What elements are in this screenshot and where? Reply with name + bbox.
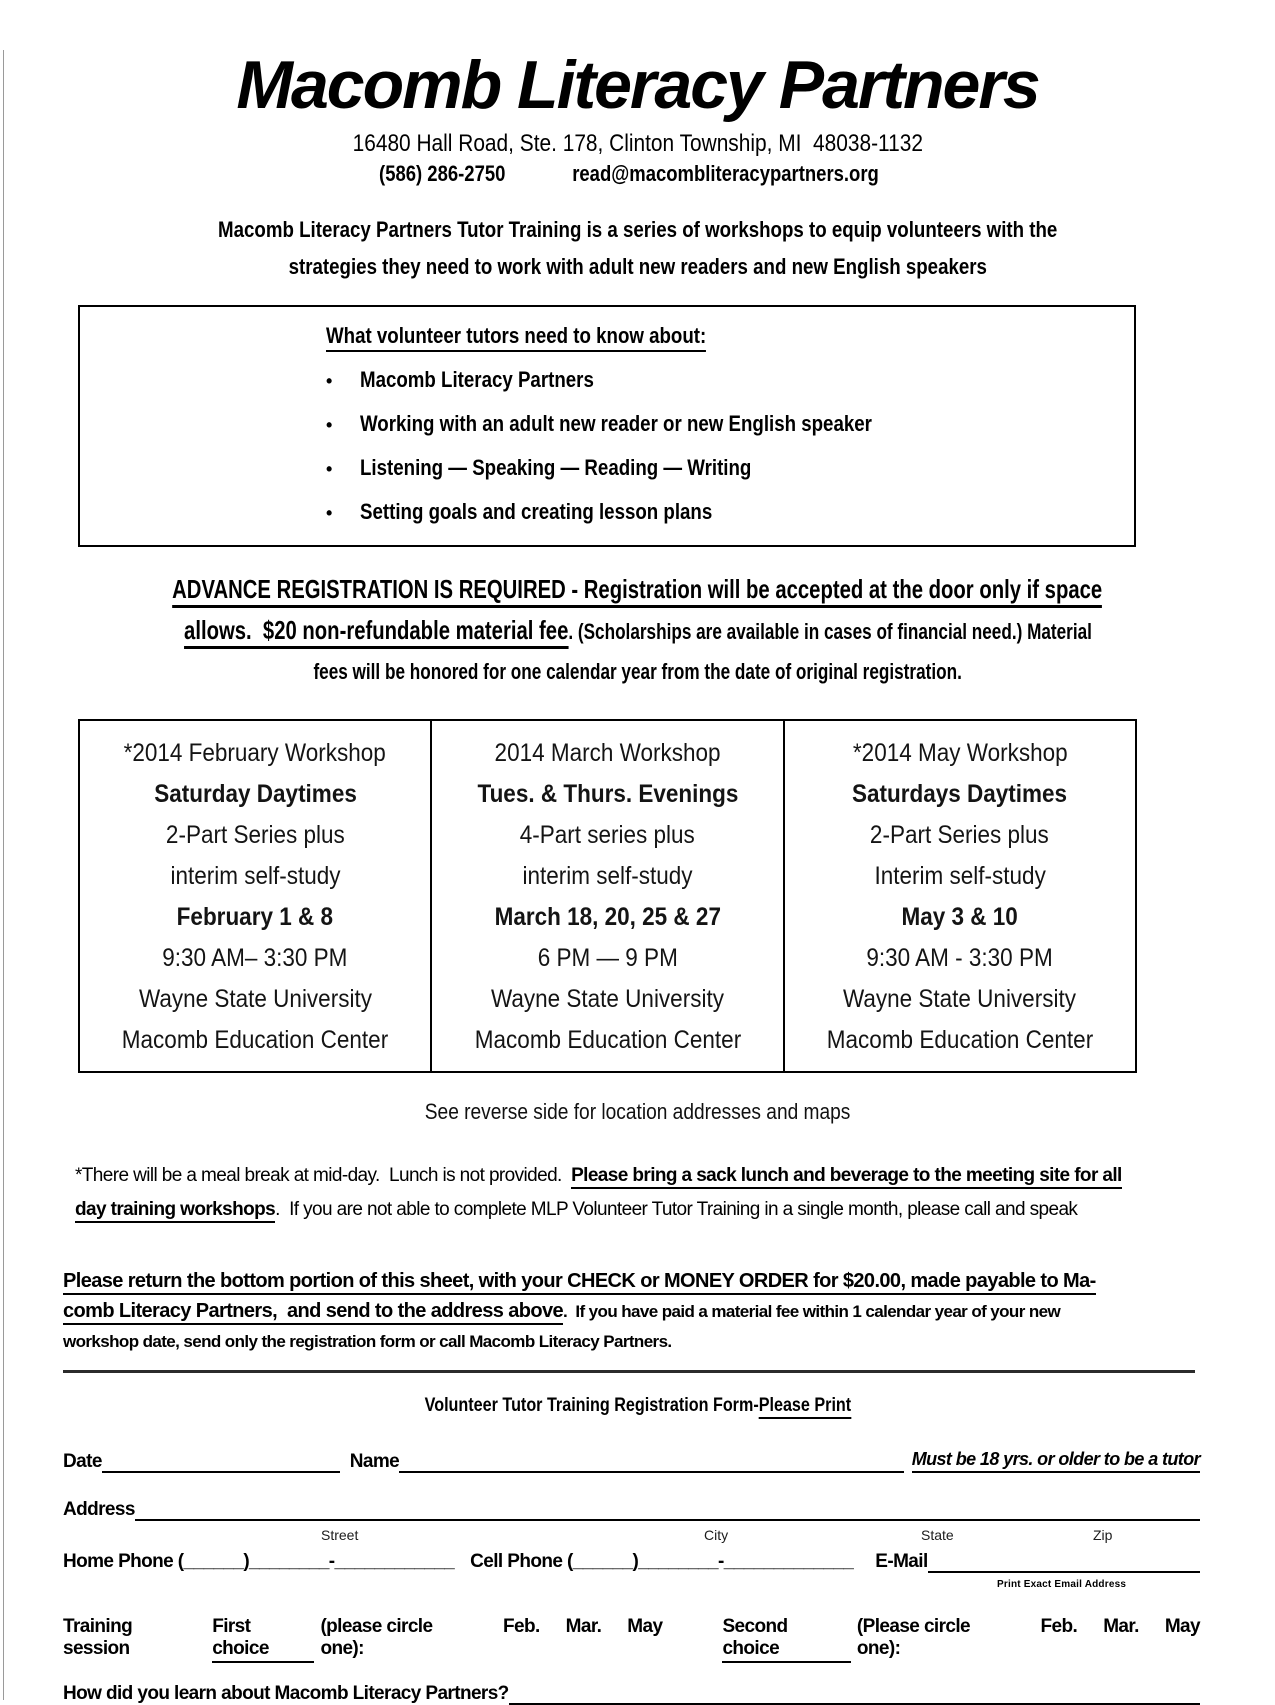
workshop-dates: March 18, 20, 25 & 27	[494, 903, 721, 931]
date-label: Date	[63, 1451, 102, 1472]
intro-paragraph	[0, 211, 1275, 285]
meal-note-line-2: day training workshops. If you are not able to complete MLP Volunteer Tutor Training in a single month, please call and speak	[75, 1193, 1275, 1227]
age-requirement-note: Must be 18 yrs. or older to be a tutor	[912, 1449, 1200, 1473]
workshop-venue: Wayne State University	[843, 985, 1077, 1013]
return-line-1: Please return the bottom portion of this sheet, with your CHECK or MONEY ORDER for $20.00, made payable to Ma-	[63, 1267, 1275, 1297]
email-label: E-Mail	[875, 1551, 928, 1572]
workshop-venue: Macomb Education Center	[474, 1026, 741, 1054]
city-label: City	[704, 1527, 729, 1543]
name-label: Name	[349, 1451, 400, 1472]
form-title: Volunteer Tutor Training Registration Form-Please Print	[0, 1395, 1275, 1417]
workshop-venue: Macomb Education Center	[121, 1026, 389, 1054]
workshop-title: 2014 March Workshop	[494, 739, 721, 767]
intro-line-1: Macomb Literacy Partners Tutor Training is a series of workshops to equip volunteers with the	[217, 217, 1058, 242]
training-session-label: Training session	[63, 1616, 133, 1659]
list-item	[326, 411, 1124, 437]
email-address: read@macombliteracypartners.org	[572, 161, 880, 186]
workshop-column-march	[430, 719, 784, 1073]
street-label: Street	[321, 1527, 359, 1543]
workshop-title: *2014 May Workshop	[852, 739, 1068, 767]
workshop-schedule: Saturdays Daytimes	[852, 780, 1068, 808]
workshop-times: 9:30 AM - 3:30 PM	[866, 944, 1053, 972]
address-text: 16480 Hall Road, Ste. 178, Clinton Township, MI 48038-1132	[352, 130, 923, 157]
bullet-text: Setting goals and creating lesson plans	[360, 499, 713, 524]
second-choice-option-feb: Feb.	[1040, 1616, 1078, 1637]
workshop-schedule: Saturday Daytimes	[153, 780, 357, 808]
workshop-times: 6 PM — 9 PM	[537, 944, 678, 972]
first-choice-label: First choice	[212, 1616, 314, 1663]
return-line-2: comb Literacy Partners, and send to the address above. If you have paid a material fee within 1 calendar year of your new	[63, 1297, 1275, 1327]
flyer-page	[0, 47, 1275, 1705]
workshop-venue: Macomb Education Center	[826, 1026, 1094, 1054]
workshop-interim: Interim self-study	[874, 862, 1046, 890]
workshop-title: *2014 February Workshop	[124, 739, 387, 767]
list-item	[326, 455, 1124, 481]
workshop-series: 2-Part Series plus	[870, 821, 1050, 849]
workshop-dates: May 3 & 10	[901, 903, 1018, 931]
contact-line	[0, 161, 1275, 187]
phone-number: (586) 286-2750	[378, 161, 506, 186]
return-instructions-paragraph	[63, 1267, 1275, 1356]
address-line	[0, 130, 1275, 158]
learn-field	[509, 1683, 1200, 1705]
tutor-info-box	[78, 305, 1136, 547]
bullet-text: Listening — Speaking — Reading — Writing	[360, 455, 752, 480]
workshop-column-may	[783, 719, 1137, 1073]
workshop-column-february	[78, 719, 432, 1073]
zip-label: Zip	[1093, 1527, 1113, 1543]
address-row	[63, 1499, 1200, 1521]
second-choice-option-may: May	[1164, 1616, 1200, 1637]
bullet-dot	[326, 503, 360, 524]
training-session-row	[63, 1616, 1200, 1663]
how-did-you-learn-row	[63, 1683, 1200, 1705]
advance-registration-paragraph	[0, 571, 1275, 693]
second-choice-option-mar: Mar.	[1103, 1616, 1139, 1637]
first-choice-option-feb: Feb.	[502, 1616, 540, 1637]
meal-note-paragraph	[75, 1159, 1275, 1227]
workshop-schedule: Tues. & Thurs. Evenings	[477, 780, 738, 808]
workshop-dates: February 1 & 8	[176, 903, 334, 931]
workshop-interim: interim self-study	[170, 862, 341, 890]
workshop-interim: interim self-study	[522, 862, 693, 890]
bullet-dot	[326, 371, 360, 392]
advance-line-3: fees will be honored for one calendar year from the date of original registration.	[313, 659, 962, 684]
workshop-venue: Wayne State University	[490, 985, 724, 1013]
date-name-row	[63, 1449, 1200, 1473]
state-label: State	[921, 1527, 954, 1543]
advance-line-2: allows. $20 non-refundable material fee. (Scholarships are available in cases of financial need.) Material	[0, 612, 1275, 653]
address-label: Address	[63, 1499, 135, 1520]
address-sublabels-row	[63, 1525, 1200, 1545]
home-phone-field: Home Phone (______)________-____________	[63, 1551, 455, 1572]
date-field	[102, 1451, 340, 1473]
learn-label: How did you learn about Macomb Literacy Partners?	[63, 1683, 509, 1704]
first-choice-hint: (please circle one):	[320, 1616, 433, 1659]
list-item	[326, 367, 1124, 393]
list-item	[326, 499, 1124, 525]
reverse-side-note: See reverse side for location addresses and maps	[424, 1099, 851, 1124]
workshop-schedule-table	[78, 719, 1137, 1073]
workshop-series: 4-Part series plus	[519, 821, 696, 849]
page-title: Macomb Literacy Partners	[236, 47, 1039, 123]
cell-phone-field: Cell Phone (______)________-_____________	[470, 1551, 854, 1572]
second-choice-hint: (Please circle one):	[856, 1616, 970, 1659]
workshop-series: 2-Part Series plus	[165, 821, 345, 849]
bullet-dot	[326, 415, 360, 436]
first-choice-option-may: May	[627, 1616, 663, 1637]
email-field	[928, 1551, 1200, 1573]
info-box-heading: What volunteer tutors need to know about:	[326, 323, 1124, 349]
return-line-3: workshop date, send only the registration form or call Macomb Literacy Partners.	[63, 1332, 672, 1351]
intro-line-2: strategies they need to work with adult new readers and new English speakers	[288, 254, 987, 279]
name-field	[399, 1451, 904, 1473]
section-divider-line	[63, 1370, 1195, 1373]
bullet-text: Macomb Literacy Partners	[360, 367, 594, 392]
workshop-venue: Wayne State University	[138, 985, 372, 1013]
phone-email-row	[63, 1551, 1200, 1573]
advance-line-1: ADVANCE REGISTRATION IS REQUIRED - Registration will be accepted at the door only if space	[0, 571, 1275, 612]
bullet-text: Working with an adult new reader or new English speaker	[360, 411, 872, 436]
bullet-dot	[326, 459, 360, 480]
meal-note-line-1: *There will be a meal break at mid-day. Lunch is not provided. Please bring a sack lunch and beverage to the meeting site for all	[75, 1159, 1275, 1193]
second-choice-label: Second choice	[722, 1616, 850, 1663]
first-choice-option-mar: Mar.	[565, 1616, 602, 1637]
email-print-note: Print Exact Email Address	[997, 1579, 1127, 1590]
address-field	[135, 1499, 1200, 1521]
workshop-times: 9:30 AM– 3:30 PM	[162, 944, 348, 972]
